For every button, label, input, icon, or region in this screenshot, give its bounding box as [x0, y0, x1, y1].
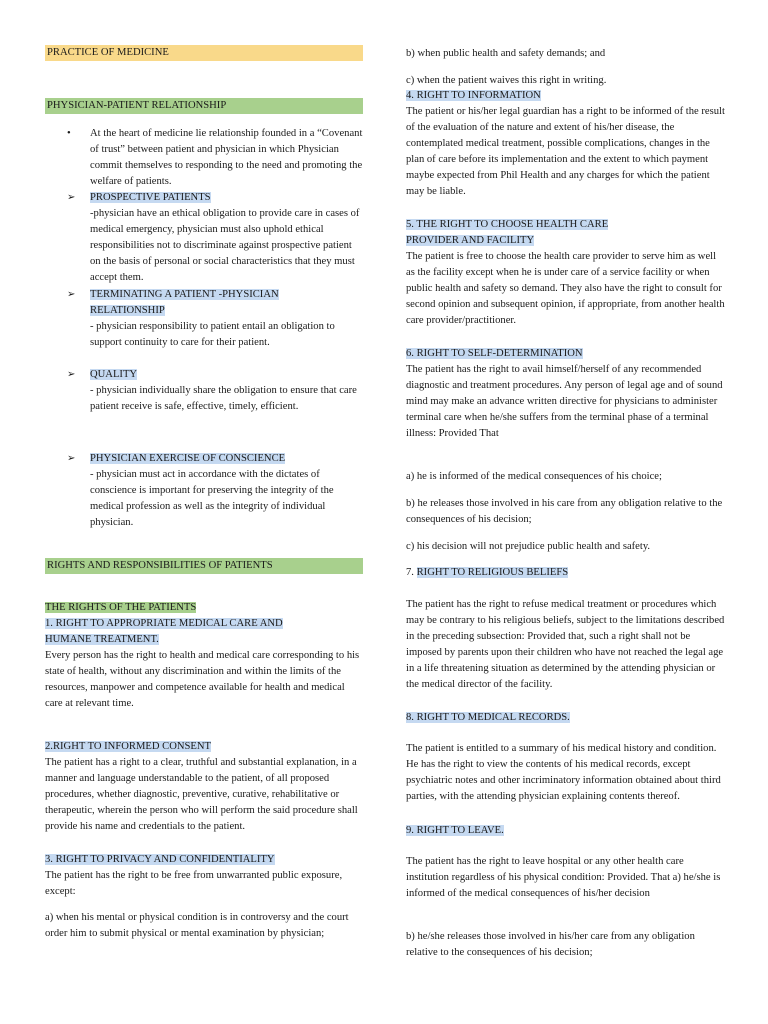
r3-a: [45, 910, 363, 942]
r6-b: [406, 496, 726, 528]
quality-text: - physician individually share the obligation to ensure that care patient receive is safe, effective, timely, efficient.: [90, 385, 357, 412]
rights-title: THE RIGHTS OF THE PATIENTS: [45, 602, 197, 613]
terminating-text: - physician responsibility to patient entail an obligation to support continuity to care for their patient.: [90, 321, 335, 348]
practice-heading: [45, 45, 363, 61]
r3-a-text: a) when his mental or physical condition is in controversy and the court order him to submit physical or mental examination by physician;: [45, 912, 349, 939]
terminating-title-1: TERMINATING A PATIENT -PHYSICIAN: [90, 289, 279, 300]
r8-title: 8. RIGHT TO MEDICAL RECORDS.: [406, 712, 570, 723]
r2-text: The patient has a right to a clear, truthful and substantial explanation, in a manner and language understandable to the patient, of all proposed procedures, whether diagnostic, preventive, curative, rehabilitative or therapeutic, wherein the person who will perform the said procedure shall provide his name and credentials to the patient.: [45, 757, 358, 832]
covenant-text: At the heart of medicine lie relationship founded in a “Covenant of trust” between patient and physician in which Physician commit themselves to responding to the need and promoting the welfare of patients.: [90, 128, 363, 187]
r3-title: 3. RIGHT TO PRIVACY AND CONFIDENTIALITY: [45, 854, 275, 865]
r6-a-text: a) he is informed of the medical consequences of his choice;: [406, 471, 662, 482]
conscience-text: - physician must act in accordance with the dictates of conscience is important for preserving the integrity of the medical profession as well as the integrity of individual physician.: [90, 469, 334, 528]
r6-section: [406, 346, 726, 442]
quality-title: QUALITY: [90, 369, 138, 380]
r1-title-2: HUMANE TREATMENT.: [45, 634, 159, 645]
practice-title: PRACTICE OF MEDICINE: [45, 45, 363, 61]
r6-b-text: b) he releases those involved in his care from any obligation relative to the consequences of his decision;: [406, 498, 723, 525]
r5-title-2: PROVIDER AND FACILITY: [406, 235, 535, 246]
terminating-title-2: RELATIONSHIP: [90, 305, 165, 316]
prospective-text: -physician have an ethical obligation to provide care in cases of medical emergency, physician must also uphold ethical responsibilities not to discriminate against prospective patient on the basis of personal or social characteristics that they must accept them.: [90, 208, 360, 283]
r9-body: [406, 854, 726, 902]
r2-section: [45, 739, 363, 835]
ppr-heading: [45, 98, 363, 114]
covenant-bullet: [45, 126, 363, 190]
r6-a: [406, 469, 726, 485]
r5-section: [406, 217, 726, 329]
terminating-item: [45, 287, 363, 351]
r7-body: [406, 597, 726, 693]
r7-heading: [406, 565, 726, 581]
prospective-title: PROSPECTIVE PATIENTS: [90, 192, 211, 203]
r6-c: [406, 539, 726, 555]
arrow-bullet-icon: ➢: [67, 369, 76, 380]
r9-b-text: b) he/she releases those involved in his/her care from any obligation relative to the consequences of his decision;: [406, 931, 695, 958]
conscience-title: PHYSICIAN EXERCISE OF CONSCIENCE: [90, 453, 286, 464]
r9-title: 9. RIGHT TO LEAVE.: [406, 825, 504, 836]
r9-text: The patient has the right to leave hospital or any other health care institution regardless of his physical condition: Provided. That a) he/she is informed of the medical consequences of his/her decision: [406, 856, 721, 899]
r1-title-1: 1. RIGHT TO APPROPRIATE MEDICAL CARE AND: [45, 618, 283, 629]
r3-text: The patient has the right to be free from unwarranted public exposure, except:: [45, 870, 343, 897]
r3-section: [45, 852, 363, 900]
r9-b: [406, 929, 726, 961]
r1-text: Every person has the right to health and medical care corresponding to his state of health, without any discrimination and within the limits of the resources, manpower and competence available for health and medical care at relevant time.: [45, 650, 360, 709]
r7-num: 7.: [406, 567, 417, 578]
rights-resp-heading: [45, 558, 363, 574]
r6-title: 6. RIGHT TO SELF-DETERMINATION: [406, 348, 583, 359]
r3-c-text: c) when the patient waives this right in writing.: [406, 75, 607, 86]
r3-c: [406, 73, 726, 89]
r3-b: [406, 46, 726, 62]
rights-resp-title: RIGHTS AND RESPONSIBILITIES OF PATIENTS: [45, 558, 363, 574]
r6-text: The patient has the right to avail himself/herself of any recommended diagnostic and treatment procedures. Any person of legal age and of sound mind may make an advance written directive for physicians to administer terminal care when he/she suffers from the terminal phase of a terminal illness: Provided That: [406, 364, 723, 439]
ppr-title: PHYSICIAN-PATIENT RELATIONSHIP: [45, 98, 363, 114]
r7-title: RIGHT TO RELIGIOUS BELIEFS: [416, 567, 569, 578]
r5-title-1: 5. THE RIGHT TO CHOOSE HEALTH CARE: [406, 219, 609, 230]
arrow-bullet-icon: ➢: [67, 289, 76, 300]
arrow-bullet-icon: ➢: [67, 453, 76, 464]
r8-heading: [406, 710, 726, 726]
arrow-bullet-icon: ➢: [67, 192, 76, 203]
r5-text: The patient is free to choose the health care provider to serve him as well as the facility except when he is under care of a service facility or when public health and safety so demand. They also have the right to consult for second opinion and subsequent opinion, if appropriate, from another health care provider/practitioner.: [406, 251, 725, 326]
prospective-item: [45, 190, 363, 286]
r2-title: 2.RIGHT TO INFORMED CONSENT: [45, 741, 211, 752]
r4-section: [406, 88, 726, 200]
r4-text: The patient or his/her legal guardian has a right to be informed of the result of the evaluation of the nature and extent of his/her disease, the contemplated medical treatment, possible complications, changes in the plan of care before its implementation and the extent to which payment maybe expected from Phil Health and any charges for which the patient may be liable.: [406, 106, 725, 197]
r8-body: [406, 741, 726, 805]
r4-title: 4. RIGHT TO INFORMATION: [406, 90, 541, 101]
r6-c-text: c) his decision will not prejudice public health and safety.: [406, 541, 651, 552]
bullet-marker: •: [67, 128, 71, 139]
r3-b-text: b) when public health and safety demands; and: [406, 48, 606, 59]
quality-item: [45, 367, 363, 415]
r9-heading: [406, 823, 726, 839]
r7-text: The patient has the right to refuse medical treatment or procedures which may be contrary to his religious beliefs, subject to the limitations described in the preceding subsection: Provided that, such a right shall not be imposed by parents upon their children who have not reached the legal age in a life threatening situation as determined by the attending physician or the medical director of the facility.: [406, 599, 725, 690]
conscience-item: [45, 451, 363, 531]
r8-text: The patient is entitled to a summary of his medical history and condition. He has the right to view the contents of his medical records, except psychiatric notes and other incriminatory information obtained about third parties, with the attending physician explaining contents thereof.: [406, 743, 721, 802]
rights-section: [45, 600, 363, 712]
